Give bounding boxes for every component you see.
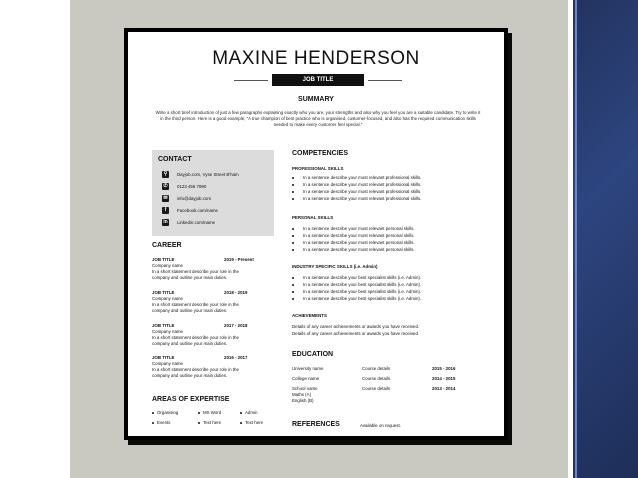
skill-bullet: In a sentence describe your most relevant professional skills. xyxy=(292,196,421,201)
career-heading: CAREER xyxy=(152,242,182,249)
email-icon: ✉ xyxy=(163,194,168,201)
references-heading: REFERENCES xyxy=(292,421,340,428)
slide-blue-accent-panel xyxy=(570,0,638,478)
career-company: Company name xyxy=(152,263,183,268)
career-job-title: JOB TITLE xyxy=(152,355,175,360)
career-job-dates: 2019 - Present xyxy=(224,257,254,262)
expertise-item: Admin xyxy=(240,410,257,415)
expertise-item: Text here xyxy=(198,420,221,425)
career-job-title: JOB TITLE xyxy=(152,290,175,295)
education-dates: 2013 - 2014 xyxy=(432,386,456,391)
skill-group-title: INDUSTRY SPECIFIC SKILLS (i.e. Admin) xyxy=(292,264,378,269)
contact-row xyxy=(162,182,206,190)
education-course: Course details xyxy=(362,386,391,391)
education-dates: 2014 - 2015 xyxy=(432,376,456,381)
linkedin-icon: in xyxy=(163,218,168,225)
skill-bullet: In a sentence describe your most relevant personal skills. xyxy=(292,226,415,231)
skill-bullet: In a sentence describe your most relevant personal skills. xyxy=(292,240,415,245)
summary-text: Write a short brief introduction of just a few paragraphs explaining exactly who you are, your strengths and also why you feel you are a suitable candidate. Try to write it in the third person. Here is a good example; "A true champion of best practice who is organised, customer-focused, and also has the required communication skills needed to make every customer feel special." xyxy=(155,110,481,127)
skill-group-title: PERSONAL SKILLS xyxy=(292,215,334,220)
education-heading: EDUCATION xyxy=(292,351,334,358)
skill-bullet: In a sentence describe your best specialist skills (i.e. Admin). xyxy=(292,282,421,287)
career-desc: company and outline your main duties. xyxy=(152,341,228,346)
title-rule-right xyxy=(368,80,402,81)
resume-sheet xyxy=(128,32,504,436)
skill-bullet: In a sentence describe your best specialist skills (i.e. Admin). xyxy=(292,296,421,301)
expertise-heading: AREAS OF EXPERTISE xyxy=(152,396,230,403)
career-job-dates: 2017 - 2018 xyxy=(224,323,248,328)
contact-address: Dayjob.com, Vyse Street B'ham xyxy=(177,171,239,177)
facebook-icon: f xyxy=(162,207,169,214)
career-desc: company and outline your main duties. xyxy=(152,275,228,280)
career-job-dates: 2016 - 2017 xyxy=(224,355,248,360)
education-subject: Maths (A) xyxy=(292,392,312,397)
resume-name: MAXINE HENDERSON xyxy=(212,48,420,69)
job-title-badge: JOB TITLE xyxy=(272,74,364,86)
title-rule-left xyxy=(234,80,268,81)
career-company: Company name xyxy=(152,361,183,366)
contact-facebook: Facebook.com/name xyxy=(177,207,218,213)
references-text: Available on request. xyxy=(360,423,401,428)
contact-row xyxy=(162,218,215,226)
education-subject: English (B) xyxy=(292,398,314,403)
education-dates: 2015 - 2016 xyxy=(432,366,456,371)
achievements-title: ACHIEVEMENTS xyxy=(292,313,327,318)
contact-row xyxy=(162,194,211,202)
skill-bullet: In a sentence describe your most relevant professional skills. xyxy=(292,182,421,187)
contact-row xyxy=(162,206,218,214)
career-job-title: JOB TITLE xyxy=(152,323,175,328)
skill-bullet: In a sentence describe your best specialist skills (i.e. Admin). xyxy=(292,289,421,294)
skill-group-title: PROFESSIONAL SKILLS xyxy=(292,166,344,171)
skill-bullet: In a sentence describe your most relevant professional skills. xyxy=(292,189,421,194)
skill-bullet: In a sentence describe your most relevant personal skills. xyxy=(292,247,415,252)
skill-bullet: In a sentence describe your best specialist skills (i.e. Admin). xyxy=(292,275,421,280)
contact-row xyxy=(162,170,239,178)
summary-heading: SUMMARY xyxy=(298,96,334,103)
expertise-item: MS Word xyxy=(198,410,221,415)
contact-phone: 0123 456 7890 xyxy=(177,183,207,189)
achievement-line: Details of any career achievements or awards you have received. xyxy=(292,324,420,329)
contact-email: info@dayjob.com xyxy=(177,195,211,201)
career-desc: company and outline your main duties. xyxy=(152,308,228,313)
education-course: Course details xyxy=(362,376,391,381)
location-icon: ⚲ xyxy=(163,170,168,177)
contact-box xyxy=(152,150,274,236)
skill-bullet: In a sentence describe your most relevant personal skills. xyxy=(292,233,415,238)
career-company: Company name xyxy=(152,296,183,301)
education-institution: School name xyxy=(292,386,318,391)
expertise-item: Text here xyxy=(240,420,263,425)
career-company: Company name xyxy=(152,329,183,334)
expertise-item: Organising xyxy=(152,410,178,415)
phone-icon: ✆ xyxy=(163,182,168,189)
education-institution: College name xyxy=(292,376,320,381)
career-desc: company and outline your main duties. xyxy=(152,373,228,378)
expertise-item: Events xyxy=(152,420,170,425)
skill-bullet: In a sentence describe your most relevant professional skills. xyxy=(292,175,421,180)
resume-page xyxy=(124,28,508,440)
career-desc: In a short statement describe your role in the xyxy=(152,269,239,274)
career-desc: In a short statement describe your role in the xyxy=(152,367,239,372)
contact-linkedin: Linkedin.com/name xyxy=(177,219,216,225)
contact-heading: CONTACT xyxy=(158,156,192,163)
career-job-title: JOB TITLE xyxy=(152,257,175,262)
achievement-line: Details of any career achievements or awards you have received. xyxy=(292,331,420,336)
career-job-dates: 2018 - 2019 xyxy=(224,290,248,295)
career-desc: In a short statement describe your role in the xyxy=(152,302,239,307)
education-course: Course details xyxy=(362,366,391,371)
education-institution: University name xyxy=(292,366,324,371)
competencies-heading: COMPETENCIES xyxy=(292,150,349,157)
career-desc: In a short statement describe your role in the xyxy=(152,335,239,340)
